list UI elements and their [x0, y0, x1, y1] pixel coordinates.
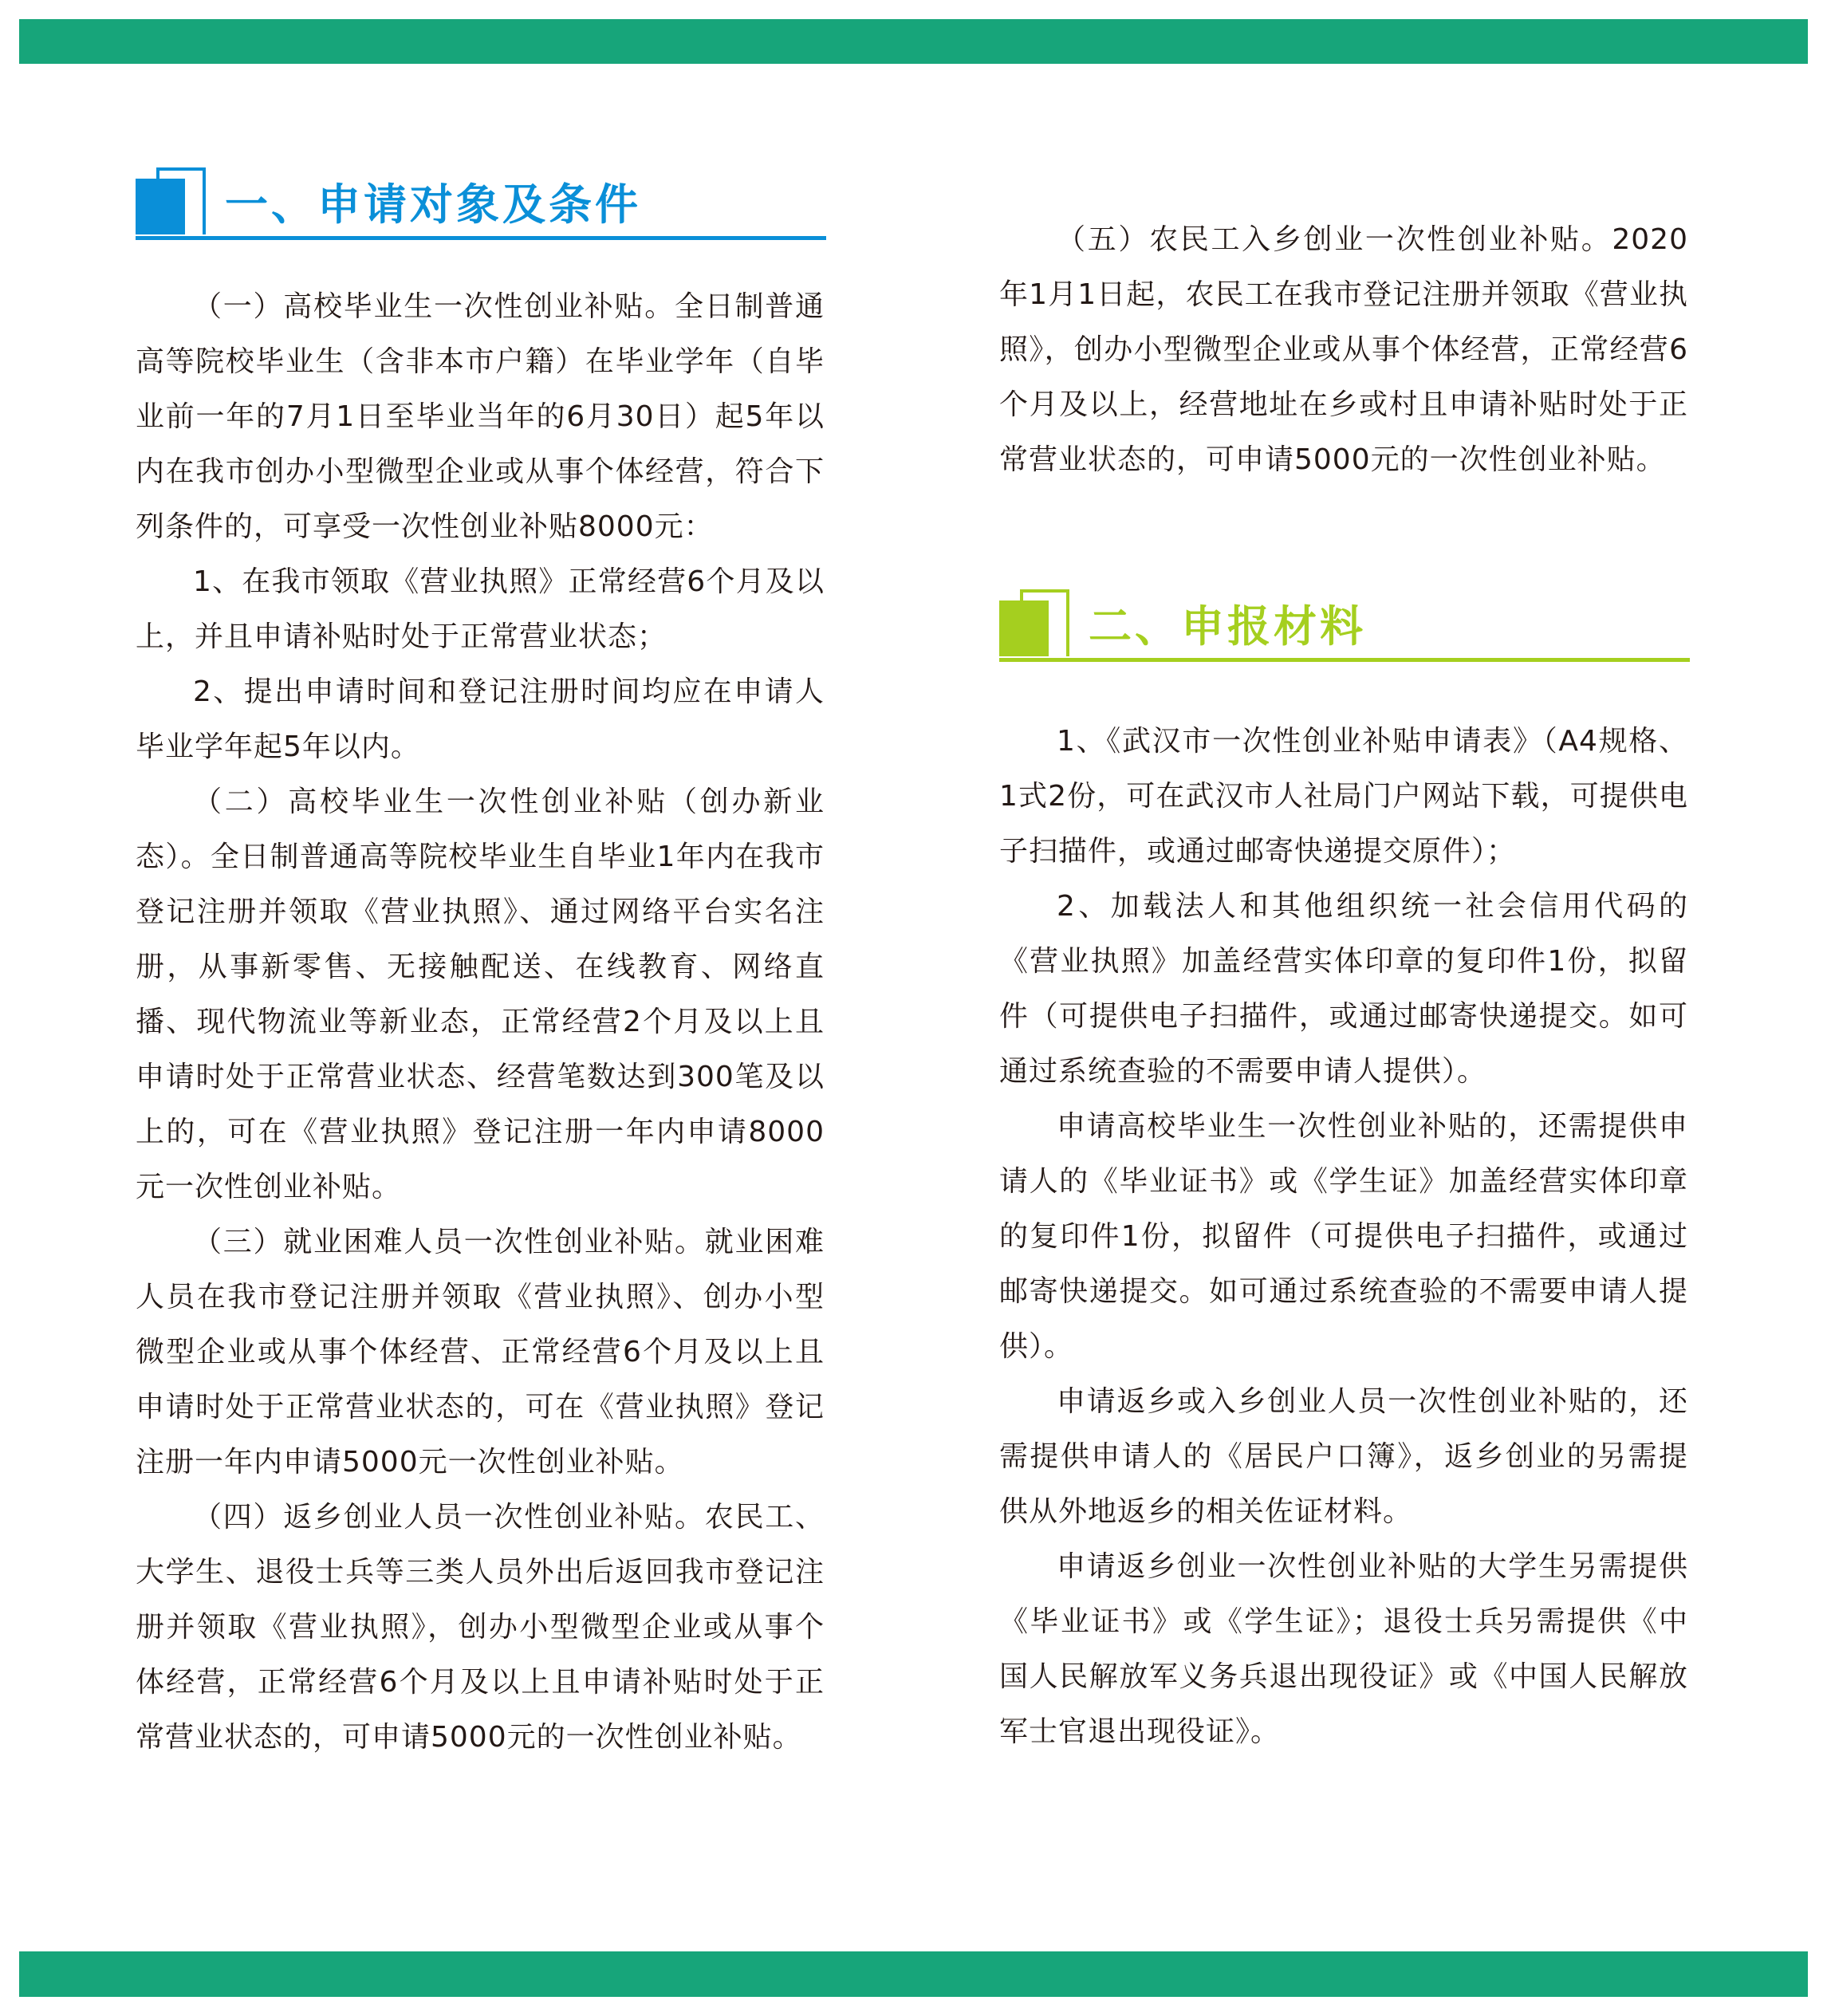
heading-underline: [136, 236, 826, 240]
right-column: [999, 159, 1688, 1759]
bottom-banner-bar: [19, 1951, 1808, 1997]
left-column: [136, 159, 825, 1765]
heading-square-icon: [136, 179, 185, 234]
section1-paragraph: 2、提出申请时间和登记注册时间均应在申请人毕业学年起5年以内。: [136, 675, 825, 763]
section1-paragraph: 1、在我市领取《营业执照》正常经营6个月及以上，并且申请补贴时处于正常营业状态；: [136, 565, 825, 653]
section1-title: 一、申请对象及条件: [225, 179, 641, 230]
section1-paragraph: （二）高校毕业生一次性创业补贴（创办新业态）。全日制普通高等院校毕业生自毕业1年内在我市登记注册并领取《营业执照》、通过网络平台实名注册，从事新零售、无接触配送、在线教育、网络直播、现代物流业等新业态，正常经营2个月及以上且申请时处于正常营业状态、经营笔数达到300笔及以上的，可在《营业执照》登记注册一年内申请8000元一次性创业补贴。: [136, 786, 825, 1203]
section2-paragraph: 申请高校毕业生一次性创业补贴的，还需提供申请人的《毕业证书》或《学生证》加盖经营实体印章的复印件1份，拟留件（可提供电子扫描件，或通过邮寄快递提交。如可通过系统查验的不需要申请人提供）。: [999, 1110, 1688, 1363]
heading-underline: [999, 658, 1690, 662]
section1-paragraph-5: （五）农民工入乡创业一次性创业补贴。2020年1月1日起，农民工在我市登记注册并领取《营业执照》，创办小型微型企业或从事个体经营，正常经营6个月及以上，经营地址在乡或村且申请补贴时处于正常营业状态的，可申请5000元的一次性创业补贴。: [999, 223, 1688, 476]
section2-heading: [999, 581, 1688, 661]
section2-paragraph: 1、《武汉市一次性创业补贴申请表》（A4规格、1式2份，可在武汉市人社局门户网站下载，可提供电子扫描件，或通过邮寄快递提交原件）；: [999, 725, 1688, 868]
section2-paragraph: 申请返乡或入乡创业人员一次性创业补贴的，还需提供申请人的《居民户口簿》，返乡创业的另需提供从外地返乡的相关佐证材料。: [999, 1385, 1688, 1528]
section1-heading: [136, 159, 825, 239]
top-banner-bar: [19, 19, 1808, 64]
section1-paragraph: （四）返乡创业人员一次性创业补贴。农民工、大学生、退役士兵等三类人员外出后返回我市登记注册并领取《营业执照》，创办小型微型企业或从事个体经营，正常经营6个月及以上且申请补贴时处于正常营业状态的，可申请5000元的一次性创业补贴。: [136, 1501, 825, 1754]
section2-paragraph: 2、加载法人和其他组织统一社会信用代码的《营业执照》加盖经营实体印章的复印件1份，拟留件（可提供电子扫描件，或通过邮寄快递提交。如可通过系统查验的不需要申请人提供）。: [999, 890, 1688, 1088]
section2-paragraph: 申请返乡创业一次性创业补贴的大学生另需提供《毕业证书》或《学生证》；退役士兵另需提供《中国人民解放军义务兵退出现役证》或《中国人民解放军士官退出现役证》。: [999, 1550, 1688, 1748]
section2-title: 二、申报材料: [1089, 601, 1366, 652]
section1-paragraph: （一）高校毕业生一次性创业补贴。全日制普通高等院校毕业生（含非本市户籍）在毕业学年（自毕业前一年的7月1日至毕业当年的6月30日）起5年以内在我市创办小型微型企业或从事个体经营，符合下列条件的，可享受一次性创业补贴8000元：: [136, 290, 825, 543]
section1-paragraph: （三）就业困难人员一次性创业补贴。就业困难人员在我市登记注册并领取《营业执照》、创办小型微型企业或从事个体经营、正常经营6个月及以上且申请时处于正常营业状态的，可在《营业执照》登记注册一年内申请5000元一次性创业补贴。: [136, 1226, 825, 1479]
heading-square-icon: [999, 600, 1049, 656]
